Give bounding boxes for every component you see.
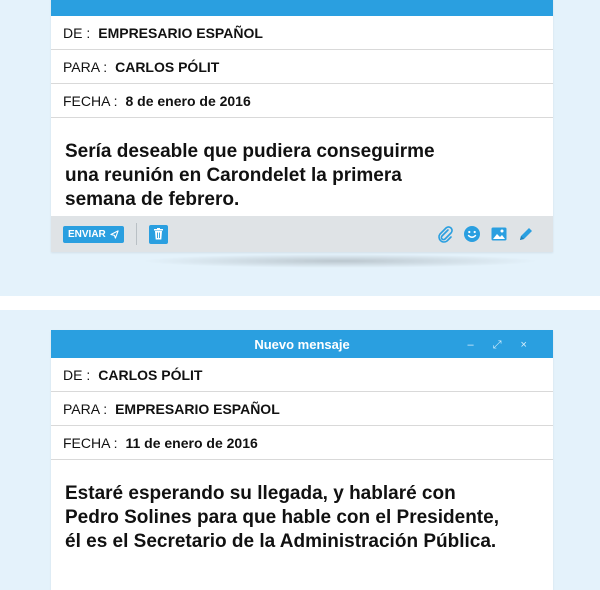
emoji-icon[interactable] <box>463 225 481 243</box>
compose-window-1 <box>51 0 553 252</box>
window-shadow <box>140 254 540 268</box>
message-body[interactable] <box>51 460 553 554</box>
to-label: PARA : <box>63 400 108 417</box>
from-row <box>51 16 553 50</box>
to-value[interactable]: EMPRESARIO ESPAÑOL <box>115 400 280 417</box>
body-line: Estaré esperando su llegada, y hablaré con <box>65 483 456 504</box>
send-button[interactable] <box>63 226 124 243</box>
to-row <box>51 50 553 84</box>
date-label: FECHA : <box>63 434 118 451</box>
window-titlebar <box>51 330 553 358</box>
section-divider <box>0 296 600 310</box>
body-line: una reunión en Carondelet la primera <box>65 165 402 186</box>
trash-icon <box>153 228 164 240</box>
message-body[interactable] <box>51 118 553 226</box>
toolbar-separator <box>136 223 137 245</box>
to-label: PARA : <box>63 58 108 75</box>
send-icon <box>110 230 119 239</box>
date-value[interactable]: 11 de enero de 2016 <box>125 434 258 451</box>
from-value[interactable]: EMPRESARIO ESPAÑOL <box>98 24 263 41</box>
send-label: ENVIAR <box>68 228 106 240</box>
from-label: DE : <box>63 24 91 41</box>
date-label: FECHA : <box>63 92 118 109</box>
image-icon[interactable] <box>490 225 508 243</box>
body-line: semana de febrero. <box>65 189 240 210</box>
to-value[interactable]: CARLOS PÓLIT <box>115 58 220 75</box>
compose-window-2 <box>51 330 553 590</box>
date-value[interactable]: 8 de enero de 2016 <box>125 92 251 109</box>
pencil-icon[interactable] <box>517 225 535 243</box>
body-line: Pedro Solines para que hable con el Presidente, <box>65 507 499 528</box>
paperclip-icon[interactable] <box>436 225 454 243</box>
compose-toolbar <box>51 216 553 252</box>
from-value[interactable]: CARLOS PÓLIT <box>98 366 203 383</box>
delete-button[interactable] <box>149 225 168 244</box>
body-line: Sería deseable que pudiera conseguirme <box>65 141 435 162</box>
date-row <box>51 84 553 118</box>
window-title: Nuevo mensaje <box>254 337 350 352</box>
date-row <box>51 426 553 460</box>
window-titlebar <box>51 0 553 16</box>
body-line: él es el Secretario de la Administración Pública. <box>65 531 497 552</box>
from-row <box>51 358 553 392</box>
window-controls[interactable]: – ⤢ × <box>467 339 535 351</box>
from-label: DE : <box>63 366 91 383</box>
toolbar-actions <box>436 225 535 243</box>
to-row <box>51 392 553 426</box>
